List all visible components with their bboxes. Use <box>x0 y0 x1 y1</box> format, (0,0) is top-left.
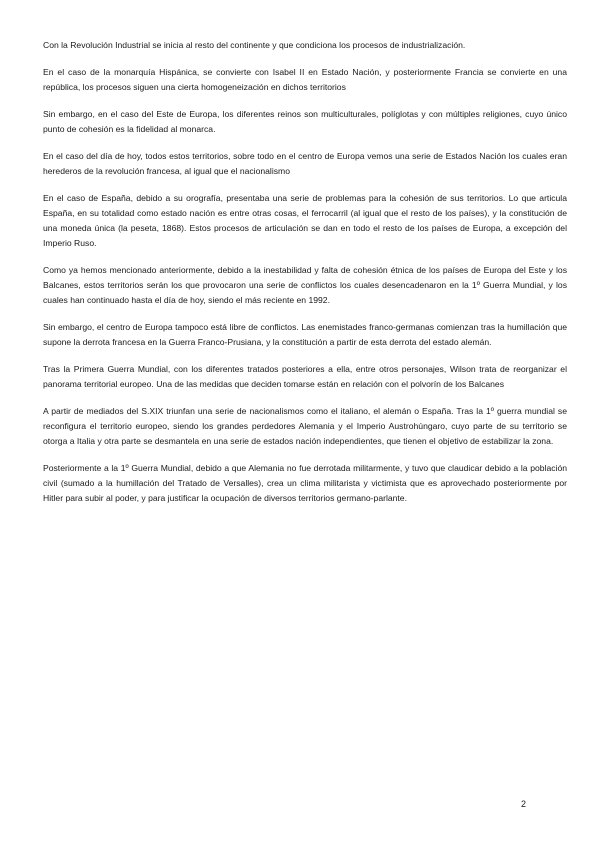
paragraph-central-europe: Sin embargo, el centro de Europa tampoco está libre de conflictos. Las enemistades franco-germanas comienzan tras la humillación que supone la derrota francesa en la Guerra Franco-Prusiana, y la constitución a partir de esta derrota del estado alemán. <box>43 322 567 347</box>
paragraph-nationalisms: A partir de mediados del S.XIX triunfan una serie de nacionalismos como el italiano, el alemán o España. Tras la 1º guerra mundial se reconfigura el territorio europeo, siendo los grandes perdedores Alemania y el Imperio Austrohúngaro, cuyo parte de su territorio se otorga a Italia y otra parte se desmantela en una serie de estados nación independientes, que tienen el objetivo de estabilizar la zona. <box>43 406 567 446</box>
paragraph-spain-cohesion: En el caso de España, debido a su orografía, presentaba una serie de problemas para la cohesión de sus territorios. Lo que articula España, en su totalidad como estado nación es entre otras cosas, el ferrocarril (al igual que el resto de los países), y la constitución de una moneda única (la peseta, 1868). Estos procesos de articulación se dan en todo el resto de los países de Europa, a excepción del Imperio Ruso. <box>43 193 567 248</box>
paragraph-industrial-revolution: Con la Revolución Industrial se inicia al resto del continente y que condiciona los procesos de industrialización. <box>43 40 466 50</box>
paragraph-eastern-europe: Sin embargo, en el caso del Este de Europa, los diferentes reinos son multiculturales, políglotas y con múltiples religiones, cuyo único punto de cohesión es la fidelidad al monarca. <box>43 109 567 134</box>
paragraph-present-day: En el caso del día de hoy, todos estos territorios, sobre todo en el centro de Europa vemos una serie de Estados Nación los cuales eran herederos de la revolución francesa, al igual que el nacionalismo <box>43 151 567 176</box>
page-number: 2 <box>521 799 527 809</box>
paragraph-post-war-germany: Posteriormente a la 1º Guerra Mundial, debido a que Alemania no fue derrotada militarmente, y tuvo que claudicar debido a la población civil (sumado a la humillación del Tratado de Versalles), crea un clima militarista y victimista que es aprovechado posteriormente por Hitler para subir al poder, y para justificar la ocupación de diversos territorios germano-parlante. <box>43 463 567 503</box>
paragraph-hispanic-monarchy: En el caso de la monarquía Hispánica, se convierte con Isabel II en Estado Nación, y posteriormente Francia se convierte en una república, los procesos siguen una cierta homogeneización en dichos territorios <box>43 67 567 92</box>
paragraph-balkans-conflicts: Como ya hemos mencionado anteriormente, debido a la inestabilidad y falta de cohesión étnica de los países de Europa del Este y los Balcanes, estos territorios serán los que provocaron una serie de conflictos los cuales desencadenaron en la 1º Guerra Mundial, y los cuales han continuado hasta el día de hoy, siendo el más reciente en 1992. <box>43 265 567 305</box>
paragraph-first-world-war: Tras la Primera Guerra Mundial, con los diferentes tratados posteriores a ella, entre otros personajes, Wilson trata de reorganizar el panorama territorial europeo. Una de las medidas que deciden tomarse están en relación con el polvorín de los Balcanes <box>43 364 567 389</box>
document-page <box>43 38 567 518</box>
